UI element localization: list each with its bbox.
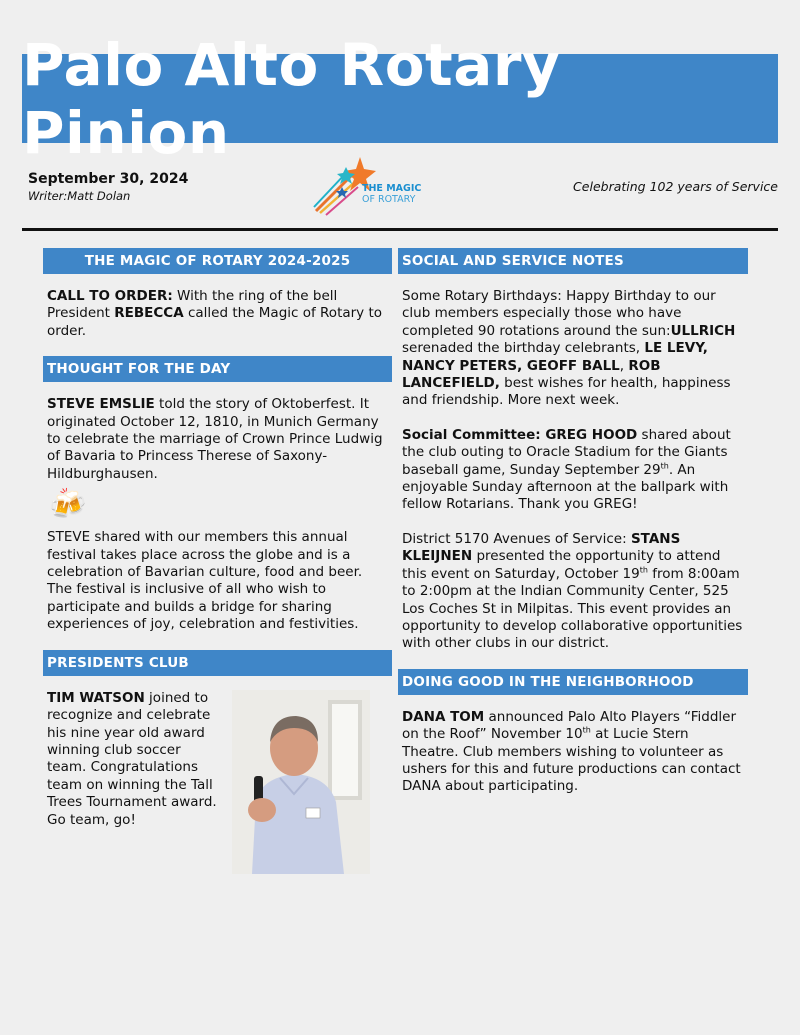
speaker-photo xyxy=(232,690,370,874)
right-column xyxy=(398,248,748,796)
newsletter-title: Palo Alto Rotary Pinion xyxy=(22,30,561,167)
district-paragraph: District 5170 Avenues of Service: STANS KLEIJNEN presented the opportunity to attend this event on Saturday, October 19th from 8:00am to 2:00pm at the Indian Community Center, 525 Los Coches St in Milpitas. This event provides an opportunity to develop collaborative opportunities with other clubs in our district. xyxy=(402,530,743,652)
fiddler-paragraph: DANA TOM announced Palo Alto Players “Fiddler on the Roof” November 10th at Lucie Stern Theatre. Club members wishing to volunteer as ushers for this and future productions can contact DANA about participating. xyxy=(402,708,741,795)
section-heading-presidents: PRESIDENTS CLUB xyxy=(43,650,392,676)
section-heading-doing-good: DOING GOOD IN THE NEIGHBORHOOD xyxy=(398,669,748,695)
left-column xyxy=(43,248,392,829)
oktoberfest-paragraph: STEVE EMSLIE told the story of Oktoberfest. It originated October 12, 1810, in Munich Germany to celebrate the marriage of Crown Prince Ludwig of Bavaria to Princess Therese of Saxony-Hildburghausen. xyxy=(47,396,383,482)
social-committee-paragraph: Social Committee: GREG HOOD shared about the club outing to Oracle Stadium for the Giants baseball game, Sunday September 29th. An enjoyable Sunday afternoon at the ballpark with fellow Rotarians. Thank you GREG! xyxy=(402,426,731,513)
call-to-order-paragraph: CALL TO ORDER: With the ring of the bell President REBECCA called the Magic of Rotary to order. xyxy=(47,288,383,339)
logo-wordmark xyxy=(362,183,421,205)
issue-date: September 30, 2024 xyxy=(28,171,189,187)
section-heading-thought: THOUGHT FOR THE DAY xyxy=(43,356,392,382)
writer-credit: Writer:Matt Dolan xyxy=(28,189,131,203)
presidents-club-body xyxy=(43,690,392,829)
section-heading-magic: THE MAGIC OF ROTARY 2024-2025 xyxy=(43,248,392,274)
header-divider xyxy=(22,228,778,231)
tagline: Celebrating 102 years of Service xyxy=(573,179,778,194)
section-heading-social: SOCIAL AND SERVICE NOTES xyxy=(398,248,748,274)
birthdays-paragraph: Some Rotary Birthdays: Happy Birthday to our club members especially those who have completed 90 rotations around the sun:ULLRICH serenaded the birthday celebrants, LE LEVY, NANCY PETERS, GEOFF BALL, ROB LANCEFIELD, best wishes for health, happiness and friendship. More next week. xyxy=(402,288,736,409)
beer-mugs-icon: 🍻 xyxy=(49,487,87,523)
logo-line-1: THE MAGIC xyxy=(362,183,422,194)
tim-watson-paragraph: TIM WATSON joined to recognize and celebrate his nine year old award winning club soccer team. Congratulations team on winning the Tall Trees Tournament award. Go team, go! xyxy=(47,689,217,828)
masthead xyxy=(22,30,778,167)
festival-paragraph: STEVE shared with our members this annual festival takes place across the globe and is a celebration of Bavarian culture, food and beer. The festival is inclusive of all who wish to participate and builds a bridge for sharing experiences of joy, celebration and festivities. xyxy=(47,529,363,633)
logo-line-2: OF ROTARY xyxy=(362,194,416,205)
